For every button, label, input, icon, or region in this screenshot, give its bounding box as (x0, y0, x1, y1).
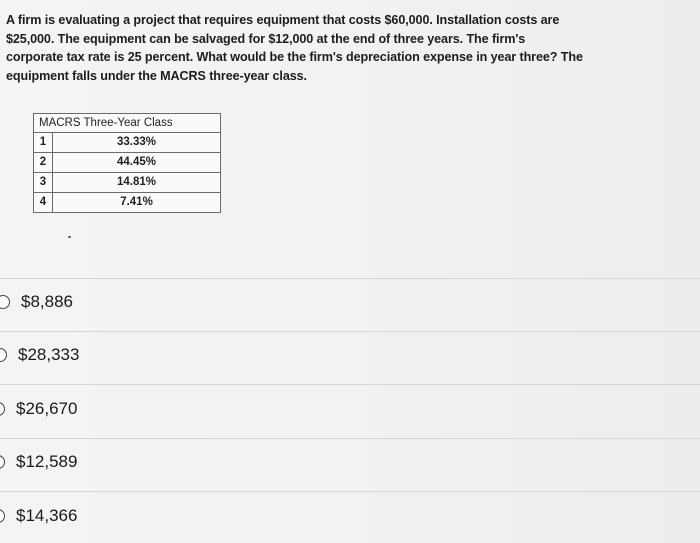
answer-option-label: $28,333 (18, 345, 80, 364)
radio-icon[interactable] (0, 295, 10, 309)
question-line-1: A firm is evaluating a project that requires equipment that costs $60,000. Installation costs are (6, 13, 560, 27)
macrs-percent: 44.45% (116, 156, 156, 168)
macrs-year: 4 (34, 193, 53, 212)
macrs-table (33, 113, 221, 213)
option-divider (0, 278, 700, 279)
macrs-year: 3 (34, 173, 53, 192)
macrs-table-row (34, 173, 220, 193)
question-line-4: equipment falls under the MACRS three-year class. (6, 68, 307, 83)
option-divider (0, 331, 700, 332)
option-divider (0, 491, 700, 492)
question-line-3: corporate tax rate is 25 percent. What would be the firm's depreciation expense in year three? The (6, 50, 583, 64)
macrs-table-row (34, 133, 220, 153)
macrs-table-title: MACRS Three-Year Class (34, 114, 220, 133)
macrs-percent: 7.41% (120, 196, 153, 208)
macrs-table-row (34, 153, 220, 173)
question-text (6, 11, 692, 85)
macrs-percent: 33.33% (116, 136, 156, 148)
option-divider (0, 384, 700, 385)
answer-option-3[interactable] (0, 397, 77, 421)
macrs-year: 2 (34, 153, 53, 172)
answer-option-4[interactable] (0, 450, 77, 474)
radio-icon[interactable] (0, 348, 7, 362)
answer-option-label: $8,886 (21, 292, 73, 311)
answer-option-label: $14,366 (16, 506, 78, 525)
stray-mark (68, 236, 71, 238)
radio-icon[interactable] (0, 402, 5, 416)
macrs-table-row (34, 193, 220, 212)
radio-icon[interactable] (0, 509, 5, 523)
question-line-2: $25,000. The equipment can be salvaged for $12,000 at the end of three years. The firm's (6, 31, 526, 46)
answer-option-5[interactable] (0, 504, 77, 528)
macrs-percent: 14.81% (116, 176, 156, 188)
answer-option-label: $26,670 (16, 399, 78, 418)
macrs-year: 1 (34, 133, 53, 152)
option-divider (0, 438, 700, 439)
radio-icon[interactable] (0, 455, 5, 469)
answer-option-label: $12,589 (16, 452, 78, 471)
answer-option-1[interactable] (0, 290, 73, 314)
answer-option-2[interactable] (0, 343, 79, 367)
